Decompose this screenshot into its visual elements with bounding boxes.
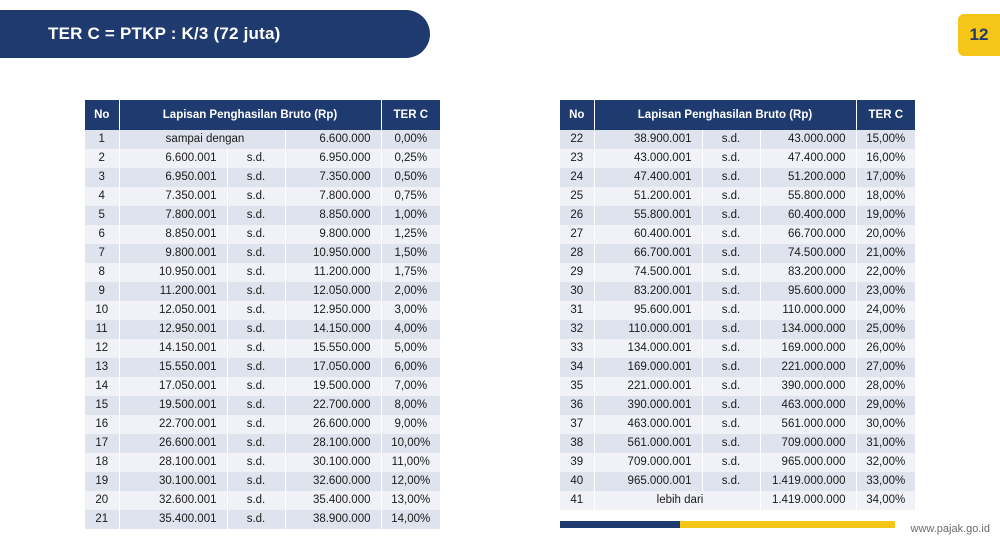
cell-range-separator: s.d. xyxy=(702,244,760,263)
cell-ter-rate: 33,00% xyxy=(856,472,915,491)
cell-range-from: 169.000.001 xyxy=(594,358,702,377)
cell-range-to: 134.000.000 xyxy=(760,320,856,339)
cell-no: 22 xyxy=(560,130,594,149)
cell-range-from: 11.200.001 xyxy=(119,282,227,301)
cell-no: 20 xyxy=(85,491,119,510)
cell-no: 18 xyxy=(85,453,119,472)
cell-range-from: 32.600.001 xyxy=(119,491,227,510)
cell-no: 40 xyxy=(560,472,594,491)
cell-no: 29 xyxy=(560,263,594,282)
cell-range-separator: s.d. xyxy=(227,320,285,339)
table-row xyxy=(85,396,440,415)
cell-no: 17 xyxy=(85,434,119,453)
table-row xyxy=(85,415,440,434)
cell-range-separator: s.d. xyxy=(702,263,760,282)
cell-no: 7 xyxy=(85,244,119,263)
table-row xyxy=(560,358,915,377)
cell-no: 4 xyxy=(85,187,119,206)
cell-ter-rate: 21,00% xyxy=(856,244,915,263)
cell-ter-rate: 25,00% xyxy=(856,320,915,339)
cell-range-from: 8.850.001 xyxy=(119,225,227,244)
table-row xyxy=(85,149,440,168)
cell-range-from: 7.800.001 xyxy=(119,206,227,225)
column-header-bruto: Lapisan Penghasilan Bruto (Rp) xyxy=(119,100,381,130)
cell-ter-rate: 0,00% xyxy=(381,130,440,149)
cell-no: 41 xyxy=(560,491,594,510)
cell-no: 21 xyxy=(85,510,119,529)
cell-range-to: 709.000.000 xyxy=(760,434,856,453)
cell-range-separator: s.d. xyxy=(702,339,760,358)
cell-range-to: 83.200.000 xyxy=(760,263,856,282)
cell-range-separator: s.d. xyxy=(227,491,285,510)
cell-range-separator: s.d. xyxy=(227,472,285,491)
cell-range-from: 55.800.001 xyxy=(594,206,702,225)
footer-url: www.pajak.go.id xyxy=(910,523,990,535)
cell-ter-rate: 24,00% xyxy=(856,301,915,320)
cell-range-label: sampai dengan xyxy=(119,130,285,149)
cell-ter-rate: 28,00% xyxy=(856,377,915,396)
cell-range-separator: s.d. xyxy=(227,339,285,358)
cell-range-separator: s.d. xyxy=(227,415,285,434)
cell-range-from: 9.800.001 xyxy=(119,244,227,263)
table-row xyxy=(85,434,440,453)
cell-range-from: 463.000.001 xyxy=(594,415,702,434)
cell-range-to: 110.000.000 xyxy=(760,301,856,320)
table-row xyxy=(560,320,915,339)
cell-range-from: 28.100.001 xyxy=(119,453,227,472)
cell-range-separator: s.d. xyxy=(227,244,285,263)
cell-range-separator: s.d. xyxy=(702,434,760,453)
slide-header xyxy=(0,10,430,58)
cell-range-to: 26.600.000 xyxy=(285,415,381,434)
cell-range-to: 1.419.000.000 xyxy=(760,472,856,491)
cell-no: 16 xyxy=(85,415,119,434)
cell-range-from: 19.500.001 xyxy=(119,396,227,415)
table-row xyxy=(85,377,440,396)
cell-range-from: 6.600.001 xyxy=(119,149,227,168)
cell-range-from: 83.200.001 xyxy=(594,282,702,301)
cell-ter-rate: 13,00% xyxy=(381,491,440,510)
cell-range-to: 35.400.000 xyxy=(285,491,381,510)
cell-range-separator: s.d. xyxy=(702,453,760,472)
table-row xyxy=(560,225,915,244)
table-row xyxy=(560,415,915,434)
cell-range-to: 43.000.000 xyxy=(760,130,856,149)
table-row xyxy=(85,453,440,472)
cell-range-to: 1.419.000.000 xyxy=(760,491,856,510)
cell-ter-rate: 15,00% xyxy=(856,130,915,149)
cell-no: 32 xyxy=(560,320,594,339)
cell-no: 10 xyxy=(85,301,119,320)
cell-range-from: 22.700.001 xyxy=(119,415,227,434)
cell-range-from: 390.000.001 xyxy=(594,396,702,415)
table-row xyxy=(560,149,915,168)
cell-range-separator: s.d. xyxy=(227,301,285,320)
cell-range-to: 11.200.000 xyxy=(285,263,381,282)
cell-ter-rate: 23,00% xyxy=(856,282,915,301)
cell-range-separator: s.d. xyxy=(702,301,760,320)
cell-ter-rate: 2,00% xyxy=(381,282,440,301)
cell-range-separator: s.d. xyxy=(227,282,285,301)
table-row xyxy=(85,168,440,187)
table-row xyxy=(85,187,440,206)
cell-range-separator: s.d. xyxy=(702,282,760,301)
cell-range-separator: s.d. xyxy=(227,510,285,529)
cell-no: 9 xyxy=(85,282,119,301)
cell-range-from: 30.100.001 xyxy=(119,472,227,491)
ter-c-table-right xyxy=(560,100,915,529)
cell-no: 37 xyxy=(560,415,594,434)
cell-no: 30 xyxy=(560,282,594,301)
cell-ter-rate: 34,00% xyxy=(856,491,915,510)
cell-no: 25 xyxy=(560,187,594,206)
cell-ter-rate: 14,00% xyxy=(381,510,440,529)
cell-range-label: lebih dari xyxy=(594,491,760,510)
table-row xyxy=(85,244,440,263)
cell-range-separator: s.d. xyxy=(227,187,285,206)
table-row xyxy=(560,263,915,282)
cell-range-separator: s.d. xyxy=(702,149,760,168)
cell-range-to: 28.100.000 xyxy=(285,434,381,453)
cell-range-separator: s.d. xyxy=(702,396,760,415)
cell-ter-rate: 1,00% xyxy=(381,206,440,225)
cell-no: 6 xyxy=(85,225,119,244)
cell-range-to: 30.100.000 xyxy=(285,453,381,472)
cell-ter-rate: 7,00% xyxy=(381,377,440,396)
table-row xyxy=(560,472,915,491)
cell-range-to: 15.550.000 xyxy=(285,339,381,358)
cell-range-from: 51.200.001 xyxy=(594,187,702,206)
cell-ter-rate: 10,00% xyxy=(381,434,440,453)
cell-ter-rate: 0,75% xyxy=(381,187,440,206)
cell-no: 19 xyxy=(85,472,119,491)
cell-ter-rate: 27,00% xyxy=(856,358,915,377)
table-row xyxy=(85,225,440,244)
column-header-bruto: Lapisan Penghasilan Bruto (Rp) xyxy=(594,100,856,130)
cell-range-to: 6.600.000 xyxy=(285,130,381,149)
column-header-no: No xyxy=(560,100,594,130)
cell-ter-rate: 0,25% xyxy=(381,149,440,168)
cell-range-from: 221.000.001 xyxy=(594,377,702,396)
table-row xyxy=(85,206,440,225)
table-row xyxy=(560,187,915,206)
column-header-ter: TER C xyxy=(856,100,915,130)
table-row xyxy=(560,168,915,187)
cell-ter-rate: 31,00% xyxy=(856,434,915,453)
table-body-left xyxy=(85,130,440,529)
cell-no: 12 xyxy=(85,339,119,358)
table-row xyxy=(560,453,915,472)
cell-range-from: 709.000.001 xyxy=(594,453,702,472)
cell-no: 34 xyxy=(560,358,594,377)
cell-range-to: 95.600.000 xyxy=(760,282,856,301)
cell-no: 35 xyxy=(560,377,594,396)
cell-range-separator: s.d. xyxy=(227,377,285,396)
cell-no: 15 xyxy=(85,396,119,415)
cell-no: 8 xyxy=(85,263,119,282)
cell-range-separator: s.d. xyxy=(702,415,760,434)
cell-range-separator: s.d. xyxy=(702,377,760,396)
cell-range-from: 43.000.001 xyxy=(594,149,702,168)
cell-range-from: 95.600.001 xyxy=(594,301,702,320)
cell-range-from: 74.500.001 xyxy=(594,263,702,282)
cell-range-separator: s.d. xyxy=(702,187,760,206)
cell-no: 38 xyxy=(560,434,594,453)
table-row xyxy=(85,301,440,320)
cell-no: 11 xyxy=(85,320,119,339)
cell-range-from: 134.000.001 xyxy=(594,339,702,358)
cell-ter-rate: 18,00% xyxy=(856,187,915,206)
cell-range-separator: s.d. xyxy=(702,320,760,339)
column-header-ter: TER C xyxy=(381,100,440,130)
cell-no: 33 xyxy=(560,339,594,358)
cell-range-separator: s.d. xyxy=(227,358,285,377)
table-header-row xyxy=(560,100,915,130)
cell-range-from: 110.000.001 xyxy=(594,320,702,339)
table-row xyxy=(560,434,915,453)
cell-no: 23 xyxy=(560,149,594,168)
cell-no: 28 xyxy=(560,244,594,263)
cell-range-to: 55.800.000 xyxy=(760,187,856,206)
table-row xyxy=(560,339,915,358)
cell-range-separator: s.d. xyxy=(702,130,760,149)
cell-range-separator: s.d. xyxy=(227,206,285,225)
cell-ter-rate: 22,00% xyxy=(856,263,915,282)
table-row xyxy=(85,320,440,339)
cell-ter-rate: 29,00% xyxy=(856,396,915,415)
cell-range-to: 6.950.000 xyxy=(285,149,381,168)
footer-bar-yellow xyxy=(680,521,895,528)
cell-range-to: 12.950.000 xyxy=(285,301,381,320)
table-row xyxy=(85,282,440,301)
table-row xyxy=(560,301,915,320)
table-body-right xyxy=(560,130,915,510)
cell-ter-rate: 26,00% xyxy=(856,339,915,358)
cell-range-from: 35.400.001 xyxy=(119,510,227,529)
cell-ter-rate: 12,00% xyxy=(381,472,440,491)
cell-ter-rate: 8,00% xyxy=(381,396,440,415)
cell-range-from: 38.900.001 xyxy=(594,130,702,149)
cell-range-from: 17.050.001 xyxy=(119,377,227,396)
cell-range-to: 38.900.000 xyxy=(285,510,381,529)
table-row xyxy=(85,472,440,491)
cell-range-to: 7.800.000 xyxy=(285,187,381,206)
cell-range-separator: s.d. xyxy=(227,453,285,472)
cell-range-to: 17.050.000 xyxy=(285,358,381,377)
cell-range-separator: s.d. xyxy=(227,168,285,187)
cell-no: 3 xyxy=(85,168,119,187)
table-row xyxy=(560,377,915,396)
cell-range-to: 74.500.000 xyxy=(760,244,856,263)
cell-range-from: 7.350.001 xyxy=(119,187,227,206)
cell-range-to: 9.800.000 xyxy=(285,225,381,244)
cell-ter-rate: 5,00% xyxy=(381,339,440,358)
slide-footer xyxy=(0,507,1000,541)
cell-range-from: 15.550.001 xyxy=(119,358,227,377)
cell-no: 36 xyxy=(560,396,594,415)
cell-ter-rate: 6,00% xyxy=(381,358,440,377)
cell-range-to: 12.050.000 xyxy=(285,282,381,301)
cell-no: 2 xyxy=(85,149,119,168)
cell-ter-rate: 1,25% xyxy=(381,225,440,244)
table-row xyxy=(85,263,440,282)
cell-ter-rate: 17,00% xyxy=(856,168,915,187)
cell-ter-rate: 19,00% xyxy=(856,206,915,225)
cell-ter-rate: 9,00% xyxy=(381,415,440,434)
cell-ter-rate: 16,00% xyxy=(856,149,915,168)
table-row xyxy=(560,244,915,263)
cell-no: 27 xyxy=(560,225,594,244)
cell-range-to: 19.500.000 xyxy=(285,377,381,396)
table-header-row xyxy=(85,100,440,130)
cell-ter-rate: 1,50% xyxy=(381,244,440,263)
cell-range-separator: s.d. xyxy=(702,472,760,491)
cell-range-from: 14.150.001 xyxy=(119,339,227,358)
cell-ter-rate: 1,75% xyxy=(381,263,440,282)
cell-range-to: 8.850.000 xyxy=(285,206,381,225)
cell-no: 5 xyxy=(85,206,119,225)
cell-range-to: 22.700.000 xyxy=(285,396,381,415)
cell-range-to: 965.000.000 xyxy=(760,453,856,472)
cell-range-from: 10.950.001 xyxy=(119,263,227,282)
cell-range-from: 66.700.001 xyxy=(594,244,702,263)
cell-range-to: 169.000.000 xyxy=(760,339,856,358)
cell-ter-rate: 32,00% xyxy=(856,453,915,472)
cell-ter-rate: 4,00% xyxy=(381,320,440,339)
tables-container xyxy=(0,100,1000,529)
cell-ter-rate: 11,00% xyxy=(381,453,440,472)
table-row xyxy=(85,358,440,377)
cell-range-separator: s.d. xyxy=(702,168,760,187)
table-row xyxy=(85,339,440,358)
cell-range-to: 51.200.000 xyxy=(760,168,856,187)
cell-range-from: 60.400.001 xyxy=(594,225,702,244)
cell-range-separator: s.d. xyxy=(227,263,285,282)
cell-range-from: 965.000.001 xyxy=(594,472,702,491)
table-row xyxy=(560,282,915,301)
cell-range-from: 12.050.001 xyxy=(119,301,227,320)
cell-range-to: 66.700.000 xyxy=(760,225,856,244)
ter-c-table-left xyxy=(85,100,440,529)
cell-ter-rate: 20,00% xyxy=(856,225,915,244)
table-row xyxy=(560,396,915,415)
cell-range-to: 390.000.000 xyxy=(760,377,856,396)
cell-range-to: 60.400.000 xyxy=(760,206,856,225)
cell-range-separator: s.d. xyxy=(702,206,760,225)
cell-no: 31 xyxy=(560,301,594,320)
cell-range-from: 47.400.001 xyxy=(594,168,702,187)
cell-range-from: 561.000.001 xyxy=(594,434,702,453)
page-number-badge: 12 xyxy=(958,14,1000,56)
cell-no: 26 xyxy=(560,206,594,225)
cell-range-from: 12.950.001 xyxy=(119,320,227,339)
cell-range-to: 47.400.000 xyxy=(760,149,856,168)
cell-ter-rate: 30,00% xyxy=(856,415,915,434)
column-header-no: No xyxy=(85,100,119,130)
cell-range-to: 7.350.000 xyxy=(285,168,381,187)
cell-ter-rate: 0,50% xyxy=(381,168,440,187)
cell-no: 1 xyxy=(85,130,119,149)
cell-range-separator: s.d. xyxy=(227,225,285,244)
cell-no: 39 xyxy=(560,453,594,472)
cell-no: 24 xyxy=(560,168,594,187)
table-row xyxy=(85,130,440,149)
table-row xyxy=(560,130,915,149)
cell-range-to: 221.000.000 xyxy=(760,358,856,377)
cell-ter-rate: 3,00% xyxy=(381,301,440,320)
cell-range-to: 10.950.000 xyxy=(285,244,381,263)
cell-range-separator: s.d. xyxy=(227,149,285,168)
cell-range-separator: s.d. xyxy=(702,358,760,377)
footer-bar-blue xyxy=(560,521,680,528)
cell-range-separator: s.d. xyxy=(227,434,285,453)
cell-no: 14 xyxy=(85,377,119,396)
cell-range-to: 561.000.000 xyxy=(760,415,856,434)
cell-range-from: 26.600.001 xyxy=(119,434,227,453)
page-title: TER C = PTKP : K/3 (72 juta) xyxy=(48,24,281,43)
cell-range-to: 14.150.000 xyxy=(285,320,381,339)
cell-range-to: 463.000.000 xyxy=(760,396,856,415)
cell-range-from: 6.950.001 xyxy=(119,168,227,187)
cell-range-separator: s.d. xyxy=(227,396,285,415)
cell-no: 13 xyxy=(85,358,119,377)
cell-range-separator: s.d. xyxy=(702,225,760,244)
cell-range-to: 32.600.000 xyxy=(285,472,381,491)
table-row xyxy=(560,206,915,225)
